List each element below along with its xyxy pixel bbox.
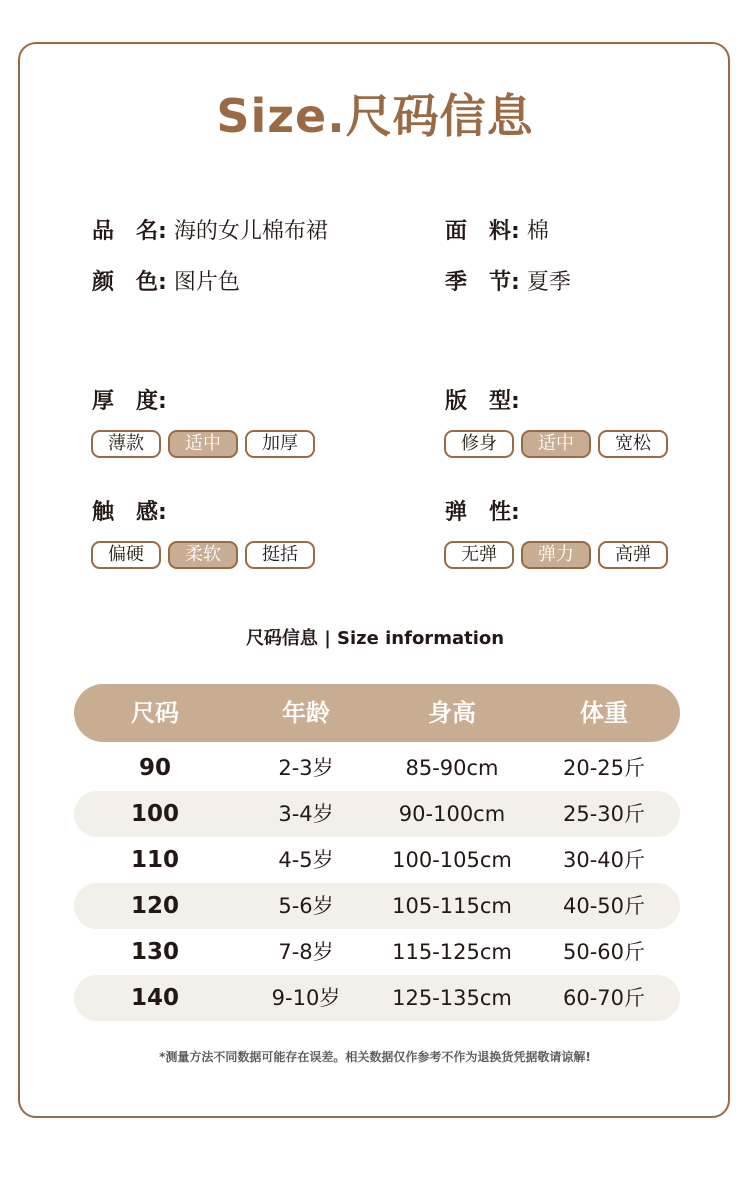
table-cell-size: 100 bbox=[130, 801, 179, 827]
table-cell-size: 90 bbox=[138, 755, 171, 781]
page-title: Size.尺码信息 bbox=[216, 89, 534, 143]
attr-option: 偏硬 bbox=[91, 541, 161, 569]
table-cell-age: 5-6岁 bbox=[278, 894, 334, 918]
table-cell-weight: 25-30斤 bbox=[562, 802, 646, 826]
table-cell-age: 4-5岁 bbox=[278, 848, 334, 872]
attr-title-fit: 版 型: bbox=[445, 389, 520, 414]
info-value: 图片色 bbox=[173, 270, 240, 295]
attr-options-fit bbox=[444, 430, 668, 458]
table-row bbox=[74, 929, 680, 975]
attr-option-selected: 适中 bbox=[168, 430, 238, 458]
table-row bbox=[74, 791, 680, 837]
table-cell-age: 7-8岁 bbox=[278, 940, 334, 964]
disclaimer-note: *测量方法不同数据可能存在误差。相关数据仅作参考不作为退换货凭据敬请谅解! bbox=[159, 1050, 591, 1064]
attr-option: 修身 bbox=[444, 430, 514, 458]
table-cell-size: 120 bbox=[130, 893, 179, 919]
table-cell-height: 85-90cm bbox=[405, 756, 499, 780]
table-cell-age: 2-3岁 bbox=[278, 756, 334, 780]
size-table-subtitle: 尺码信息 | Size information bbox=[245, 628, 505, 649]
attr-options-elasticity bbox=[444, 541, 668, 569]
info-value: 棉 bbox=[526, 219, 549, 244]
info-fabric bbox=[445, 218, 549, 246]
info-color bbox=[92, 269, 240, 297]
info-label: 季 节: bbox=[445, 270, 520, 295]
table-cell-height: 115-125cm bbox=[392, 940, 512, 964]
info-value: 夏季 bbox=[526, 270, 571, 295]
table-cell-weight: 60-70斤 bbox=[562, 986, 646, 1010]
attr-option-selected: 柔软 bbox=[168, 541, 238, 569]
attr-option-selected: 适中 bbox=[521, 430, 591, 458]
table-cell-height: 105-115cm bbox=[392, 894, 512, 918]
header-cell-weight: 体重 bbox=[580, 699, 628, 727]
attr-title-touch: 触 感: bbox=[92, 500, 167, 525]
attr-option: 无弹 bbox=[444, 541, 514, 569]
info-label: 颜 色: bbox=[92, 270, 167, 295]
table-cell-age: 3-4岁 bbox=[278, 802, 334, 826]
table-cell-height: 125-135cm bbox=[392, 986, 512, 1010]
attr-options-touch bbox=[91, 541, 315, 569]
table-cell-weight: 20-25斤 bbox=[562, 756, 646, 780]
table-cell-height: 90-100cm bbox=[398, 802, 506, 826]
attr-option: 挺括 bbox=[245, 541, 315, 569]
info-label: 品 名: bbox=[92, 219, 167, 244]
header-cell-height: 身高 bbox=[428, 699, 476, 727]
table-cell-size: 130 bbox=[130, 939, 179, 965]
table-cell-age: 9-10岁 bbox=[271, 986, 341, 1010]
table-cell-height: 100-105cm bbox=[392, 848, 512, 872]
table-cell-weight: 40-50斤 bbox=[562, 894, 646, 918]
info-value: 海的女儿棉布裙 bbox=[173, 219, 328, 244]
attr-option: 高弹 bbox=[598, 541, 668, 569]
table-cell-size: 110 bbox=[130, 847, 179, 873]
table-row bbox=[74, 975, 680, 1021]
size-table-header bbox=[74, 684, 680, 742]
table-cell-size: 140 bbox=[130, 985, 179, 1011]
attr-option: 加厚 bbox=[245, 430, 315, 458]
attr-option: 宽松 bbox=[598, 430, 668, 458]
info-label: 面 料: bbox=[445, 219, 520, 244]
header-cell-age: 年龄 bbox=[282, 699, 330, 727]
attr-option-selected: 弹力 bbox=[521, 541, 591, 569]
info-product-name bbox=[92, 218, 328, 246]
attr-title-elasticity: 弹 性: bbox=[445, 500, 520, 525]
table-row bbox=[74, 883, 680, 929]
table-cell-weight: 50-60斤 bbox=[562, 940, 646, 964]
attr-option: 薄款 bbox=[91, 430, 161, 458]
attr-options-thickness bbox=[91, 430, 315, 458]
table-row bbox=[74, 745, 680, 791]
table-row bbox=[74, 837, 680, 883]
attr-title-thickness: 厚 度: bbox=[92, 389, 167, 414]
table-cell-weight: 30-40斤 bbox=[562, 848, 646, 872]
header-cell-size: 尺码 bbox=[131, 699, 179, 727]
info-season bbox=[445, 269, 571, 297]
